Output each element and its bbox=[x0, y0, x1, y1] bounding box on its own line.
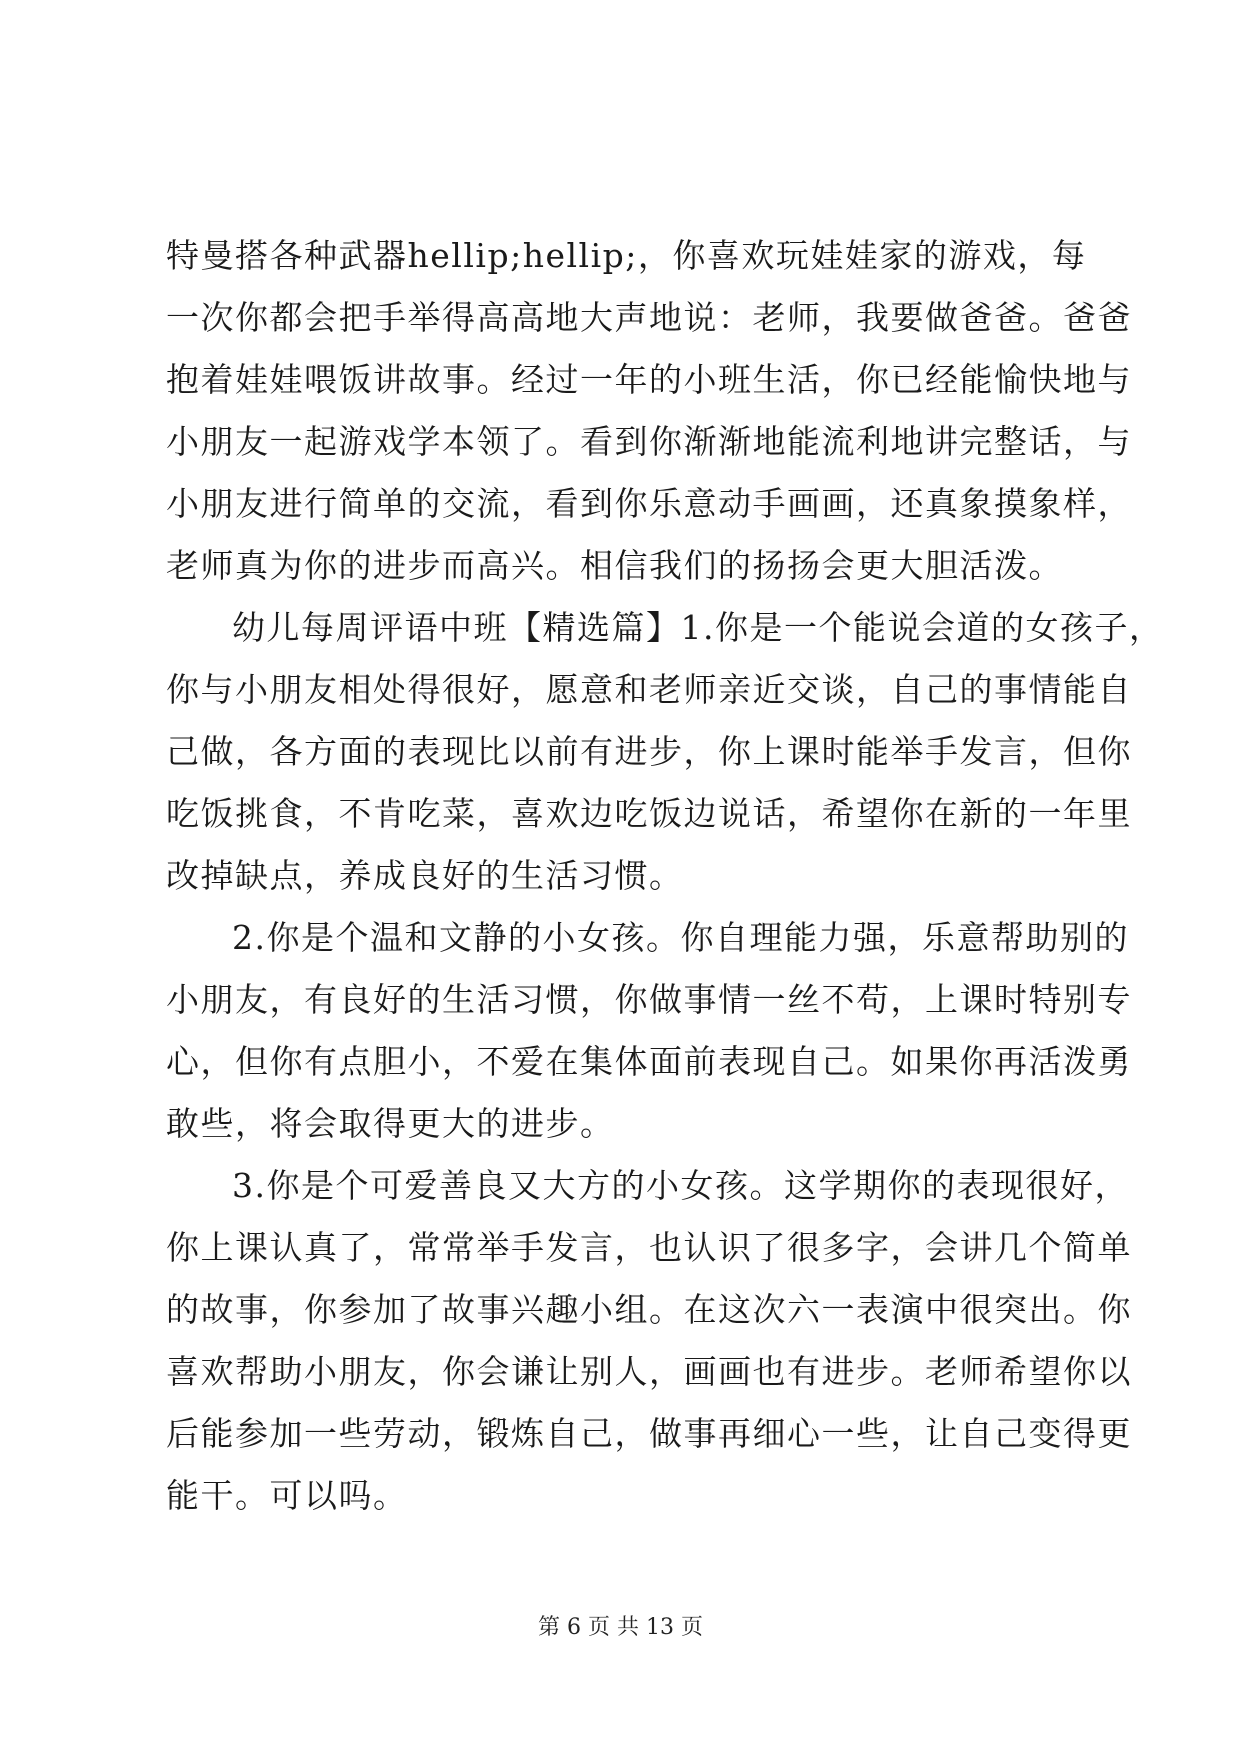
text-line: 己做，各方面的表现比以前有进步，你上课时能举手发言，但你 bbox=[166, 732, 1132, 771]
text-line: 特曼搭各种武器hellip;hellip;，你喜欢玩娃娃家的游戏，每 bbox=[166, 236, 1087, 275]
text-line: 能干。可以吗。 bbox=[166, 1476, 408, 1515]
text-line: 你与小朋友相处得很好，愿意和老师亲近交谈，自己的事情能自 bbox=[166, 670, 1132, 709]
text-line: 心，但你有点胆小，不爱在集体面前表现自己。如果你再活泼勇 bbox=[166, 1042, 1132, 1081]
paragraph bbox=[166, 1155, 1132, 1527]
text-line: 你上课认真了，常常举手发言，也认识了很多字，会讲几个简单 bbox=[166, 1228, 1132, 1267]
text-line: 幼儿每周评语中班【精选篇】1.你是一个能说会道的女孩子， bbox=[232, 608, 1164, 647]
text-line: 吃饭挑食，不肯吃菜，喜欢边吃饭边说话，希望你在新的一年里 bbox=[166, 794, 1132, 833]
text-line: 抱着娃娃喂饭讲故事。经过一年的小班生活，你已经能愉快地与 bbox=[166, 360, 1132, 399]
text-line: 一次你都会把手举得高高地大声地说：老师，我要做爸爸。爸爸 bbox=[166, 298, 1132, 337]
text-line: 喜欢帮助小朋友，你会谦让别人，画画也有进步。老师希望你以 bbox=[166, 1352, 1132, 1391]
text-line: 敢些，将会取得更大的进步。 bbox=[166, 1104, 615, 1143]
text-line: 小朋友进行简单的交流，看到你乐意动手画画，还真象摸象样， bbox=[166, 484, 1132, 523]
page-number: 第 6 页 共 13 页 bbox=[538, 1615, 703, 1640]
paragraph bbox=[166, 597, 1164, 907]
text-line: 2.你是个温和文静的小女孩。你自理能力强，乐意帮助别的 bbox=[232, 918, 1129, 957]
text-line: 3.你是个可爱善良又大方的小女孩。这学期你的表现很好， bbox=[232, 1166, 1129, 1205]
text-line: 小朋友一起游戏学本领了。看到你渐渐地能流利地讲完整话，与 bbox=[166, 422, 1132, 461]
text-line: 后能参加一些劳动，锻炼自己，做事再细心一些，让自己变得更 bbox=[166, 1414, 1132, 1453]
text-line: 改掉缺点，养成良好的生活习惯。 bbox=[166, 856, 684, 895]
text-line: 老师真为你的进步而高兴。相信我们的扬扬会更大胆活泼。 bbox=[166, 546, 1063, 585]
page-footer bbox=[0, 1610, 1241, 1641]
paragraph bbox=[166, 225, 1132, 597]
document-body bbox=[166, 225, 1164, 1527]
text-line: 的故事，你参加了故事兴趣小组。在这次六一表演中很突出。你 bbox=[166, 1290, 1132, 1329]
paragraph bbox=[166, 907, 1132, 1155]
text-line: 小朋友，有良好的生活习惯，你做事情一丝不苟，上课时特别专 bbox=[166, 980, 1132, 1019]
